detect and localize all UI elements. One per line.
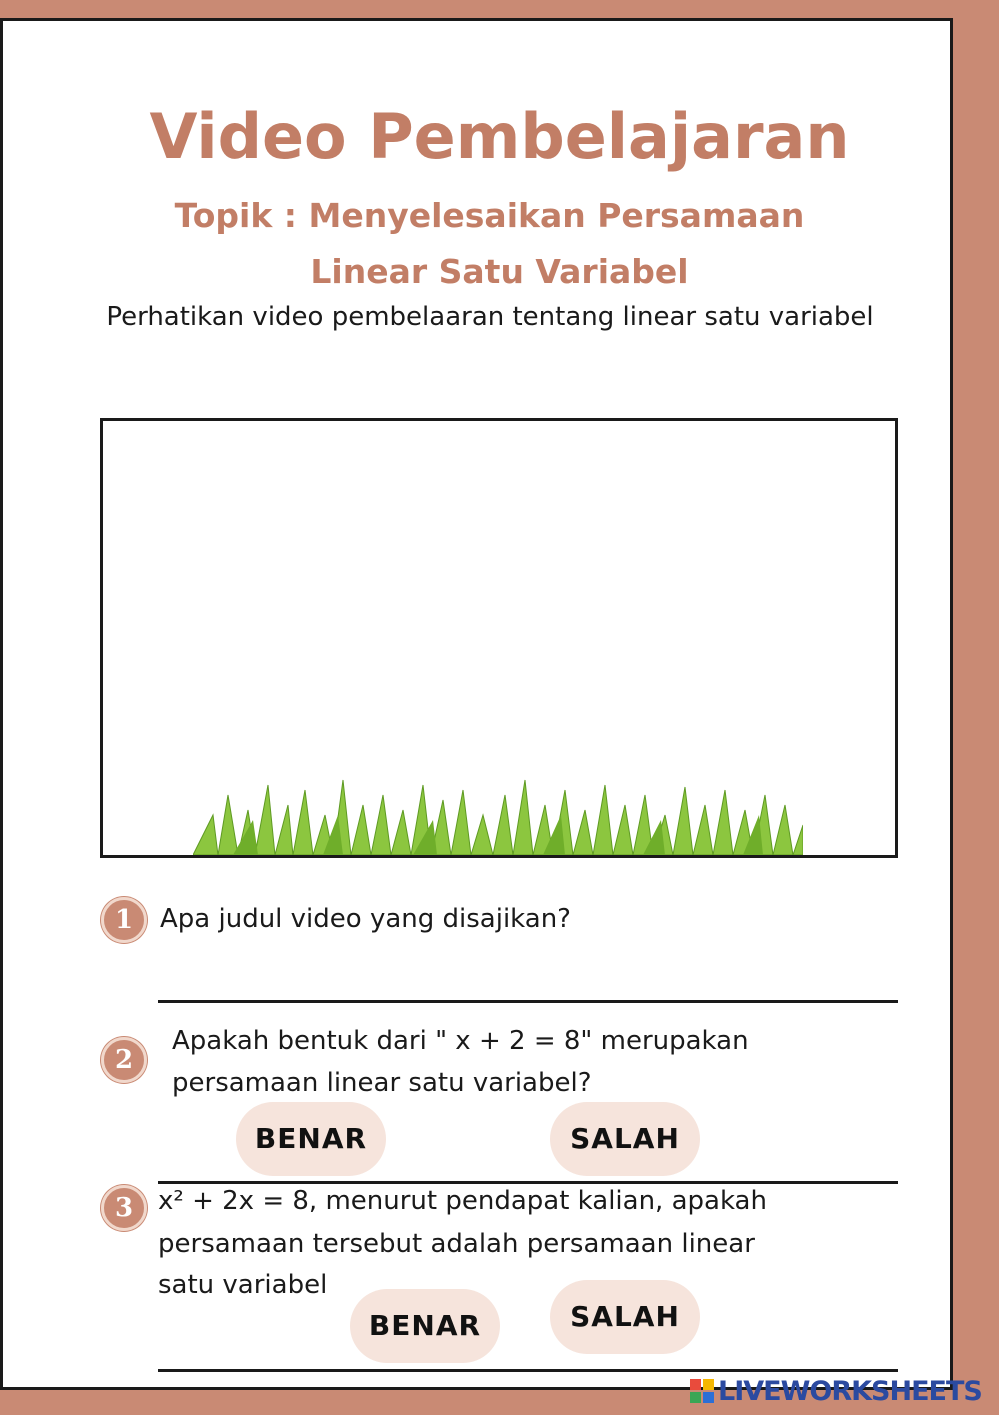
question-2-salah-button[interactable]: SALAH	[550, 1102, 700, 1176]
page-title: Video Pembelajaran	[149, 100, 850, 173]
grass-decoration	[193, 775, 803, 855]
instruction-text: Perhatikan video pembelaaran tentang linear satu variabel	[106, 302, 874, 332]
question-1-answer-line[interactable]	[158, 1000, 898, 1003]
question-3-salah-button[interactable]: SALAH	[550, 1280, 700, 1354]
question-3-number-badge: 3	[101, 1185, 147, 1231]
question-3-text-line-1: x² + 2x = 8, menurut pendapat kalian, apakah	[158, 1186, 767, 1216]
video-frame[interactable]	[100, 418, 898, 858]
question-3-text-line-3: satu variabel	[158, 1270, 328, 1300]
brand-text: LIVEWORKSHEETS	[718, 1375, 982, 1407]
topic-line-1: Topik : Menyelesaikan Persamaan	[174, 196, 805, 235]
question-2-text-line-1: Apakah bentuk dari " x + 2 = 8" merupakan	[172, 1026, 749, 1056]
question-3-benar-button[interactable]: BENAR	[350, 1289, 500, 1363]
question-1-number-badge: 1	[101, 897, 147, 943]
question-2-text-line-2: persamaan linear satu variabel?	[172, 1068, 592, 1098]
question-2-benar-button[interactable]: BENAR	[236, 1102, 386, 1176]
liveworksheets-brand	[690, 1376, 990, 1406]
question-1-text: Apa judul video yang disajikan?	[160, 904, 571, 934]
question-3-text-line-2: persamaan tersebut adalah persamaan linear	[158, 1229, 755, 1259]
question-2-number-badge: 2	[101, 1037, 147, 1083]
question-3-divider	[158, 1369, 898, 1372]
liveworksheets-logo-icon	[690, 1379, 714, 1403]
topic-line-2: Linear Satu Variabel	[310, 252, 689, 291]
